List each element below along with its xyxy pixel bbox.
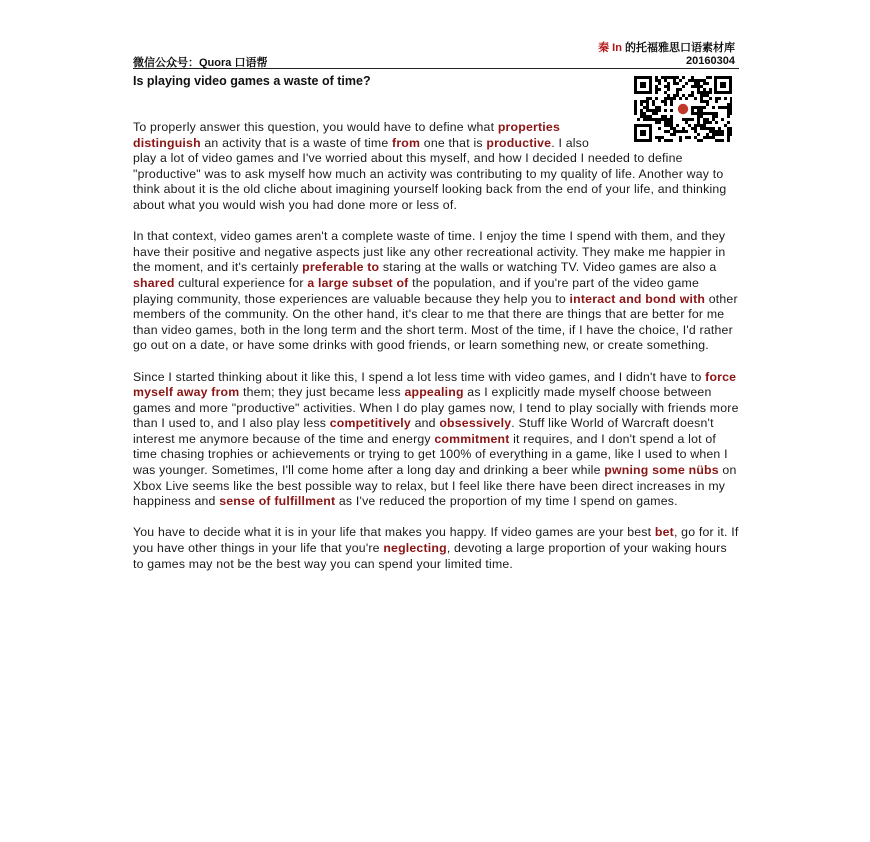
text-run: the population, and if you're part of the video game playing community, those experiences are valuable because they help you to (133, 275, 699, 306)
highlighted-phrase: competitively (329, 416, 411, 431)
header-brand-block (598, 42, 735, 68)
article-body (133, 120, 739, 588)
text-run: an activity that is a waste of time (200, 135, 393, 150)
paragraph (133, 120, 739, 214)
text-run: To properly answer this question, you would have to define what (133, 120, 498, 134)
text-run: . Stuff like World of Warcraft doesn't interest me anymore because of the time and energy (133, 416, 714, 446)
brand-name: 的托福雅思口语素材库 (621, 42, 735, 54)
highlighted-phrase: force myself away from (133, 369, 737, 400)
highlighted-phrase: commitment (434, 431, 510, 446)
text-run: Since I started thinking about it like this, I spend a lot less time with video games, and I didn't have to (133, 369, 706, 384)
text-run: them; they just became less (239, 385, 405, 400)
text-run: You have to decide what it is in your life that makes you happy. If video games are your best (133, 525, 655, 540)
header-account: 微信公众号：Quora 口语帮 (133, 57, 268, 69)
page-title: Is playing video games a waste of time? (133, 74, 371, 88)
text-run: In that context, video games aren't a complete waste of time. I enjoy the time I spend with them, and they have their positive and negative aspects just like any other recreational activity. They make me happier in the moment, and it's certainly (133, 229, 726, 275)
paragraph (133, 229, 739, 354)
text-run: . I also play a lot of video games and I've worried about this myself, and how I decided I needed to define "productive" was to ask myself how much an activity was contributing to my quality of life. Another way to think about it is the old cliche about imagining yourself looking back from the end of your life, and thinking about what you would wish you had done more or less of. (133, 135, 727, 212)
highlighted-phrase: productive (486, 135, 552, 150)
highlighted-phrase: from (392, 135, 421, 150)
text-run: , devoting a large proportion of your waking hours to games may not be the best way you can spend your limited time. (133, 541, 727, 571)
text-run: as I explicitly made myself choose between games and more "productive" activities. When I do play games now, I tend to play socially with friends more than I used to, and I also play less (133, 385, 739, 431)
qr-float-spacer (603, 120, 739, 146)
text-run: one that is (420, 135, 487, 150)
header-date: 20160304 (686, 55, 735, 67)
highlighted-phrase: a large subset of (307, 275, 409, 290)
highlighted-phrase: obsessively (439, 416, 512, 431)
header-divider (133, 68, 739, 69)
text-run: , go for it. If you have other things in your life that you're (133, 525, 739, 556)
highlighted-phrase: pwning some nübs (604, 463, 719, 478)
highlighted-phrase: bet (654, 525, 674, 540)
text-run: staring at the walls or watching TV. Video games are also a (379, 260, 717, 275)
text-run: cultural experience for (174, 275, 308, 290)
text-run: as I've reduced the proportion of my time I spend on games. (335, 494, 678, 509)
highlighted-phrase: neglecting (383, 541, 447, 556)
paragraph (133, 525, 739, 572)
highlighted-phrase: shared (133, 275, 175, 290)
highlighted-phrase: preferable to (302, 260, 380, 275)
brand-mark: 秦 In (598, 42, 622, 54)
text-run: other members of the community. On the other hand, it's clear to me that there are things that are better for me than video games, both in the long term and the short term. Most of the time, if I have the choice, I'd rather go out on a date, or have some drinks with good friends, or learn something new, or create something. (133, 291, 738, 353)
highlighted-phrase: properties distinguish (133, 120, 560, 150)
text-run: on Xbox Live seems like the best possible way to relax, but I feel like there have been direct increases in my happiness and (133, 463, 737, 509)
text-run: it requires, and I don't spend a lot of time chasing trophies or achievements or trying to get 100% of everything in a game, like I used to when I was younger. Sometimes, I'll come home after a long day and drinking a beer while (133, 431, 728, 478)
paragraph (133, 370, 739, 510)
highlighted-phrase: appealing (404, 385, 464, 400)
highlighted-phrase: sense of fulfillment (219, 494, 336, 509)
header-brand (598, 42, 735, 55)
highlighted-phrase: interact and bond with (569, 291, 706, 306)
text-run: and (410, 416, 440, 431)
